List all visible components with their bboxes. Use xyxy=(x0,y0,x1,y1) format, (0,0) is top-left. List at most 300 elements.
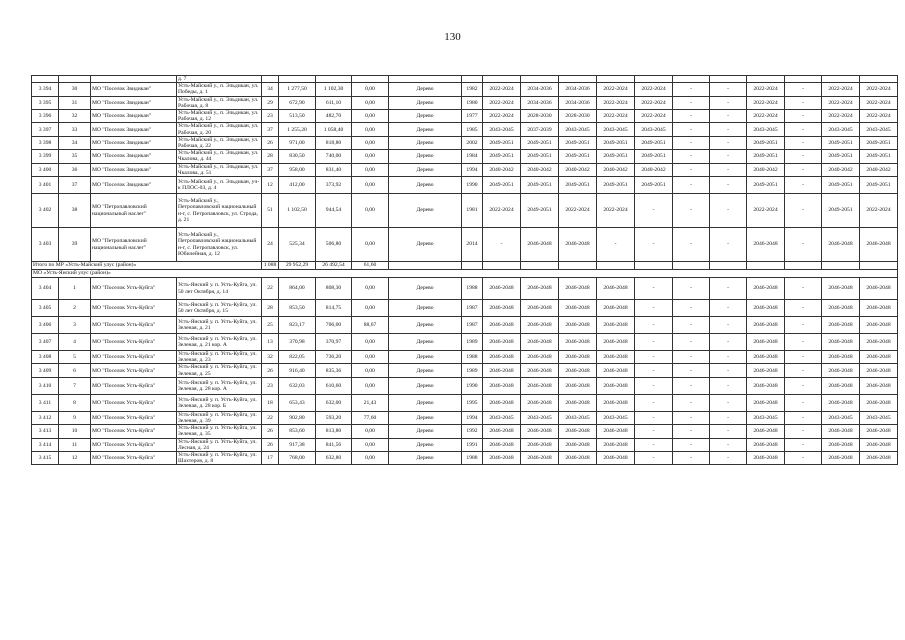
cell-n: 6 xyxy=(59,364,91,377)
cell-mat: Дерево xyxy=(389,438,462,451)
cell-d2: - xyxy=(710,136,747,149)
cell-p6: 2046-2048 xyxy=(747,377,785,394)
empty-cell xyxy=(559,262,597,270)
cell-p4: 2046-2048 xyxy=(597,425,635,438)
cell-s3: 0,00 xyxy=(352,364,389,377)
cell-p8: 2046-2048 xyxy=(860,228,898,262)
empty-cell xyxy=(747,262,785,270)
cell-d1: - xyxy=(673,394,710,411)
table-row xyxy=(32,96,898,109)
cell-p7: 2046-2048 xyxy=(822,364,860,377)
cell-p2: 2046-2048 xyxy=(521,452,559,465)
cell-d2: - xyxy=(710,278,747,300)
cell-d2: - xyxy=(710,317,747,334)
cell-p4: 2046-2048 xyxy=(597,452,635,465)
cell-p4: 2046-2048 xyxy=(597,334,635,351)
cell-addr: Усть-Янский у. п. Усть-Куйга, ул. Лесная, д. 24 xyxy=(177,438,262,451)
table-row xyxy=(32,377,898,394)
cell-d3: - xyxy=(785,110,822,123)
cell-id: 3 398 xyxy=(32,136,59,149)
cell-p3: 2049-2051 xyxy=(559,136,597,149)
cell-s3: 0,00 xyxy=(352,351,389,364)
cell-p7: 2046-2048 xyxy=(822,377,860,394)
cell-yr: 1988 xyxy=(462,278,483,300)
cell-d1: - xyxy=(673,300,710,317)
cell-p4: 2022-2024 xyxy=(597,83,635,96)
cell-d3: - xyxy=(785,334,822,351)
cell-addr: Усть-Янский у. п. Усть-Куйга, ул. Зеленая, д. 39 xyxy=(177,411,262,424)
empty-cell xyxy=(673,262,710,270)
table-row xyxy=(32,136,898,149)
cell-d1: - xyxy=(673,96,710,109)
table-row xyxy=(32,425,898,438)
cell-p3: 2046-2048 xyxy=(559,438,597,451)
cell-p2: 2046-2048 xyxy=(521,364,559,377)
cell-yr: 1985 xyxy=(462,123,483,136)
cell-p2: 2046-2048 xyxy=(521,351,559,364)
cell-p8: 2046-2048 xyxy=(860,334,898,351)
page-number: 130 xyxy=(444,31,461,43)
cell-s2: 1 102,30 xyxy=(316,83,352,96)
cell-mo: МО "Поселок Звидикан" xyxy=(91,96,177,109)
cell-p4: 2040-2042 xyxy=(597,163,635,176)
empty-cell xyxy=(462,262,483,270)
cell-p2: 2046-2048 xyxy=(521,438,559,451)
cell-mat: Дерево xyxy=(389,163,462,176)
cell-p3: 2046-2048 xyxy=(559,377,597,394)
cell-addr: Усть-Янский у. п. Усть-Куйга, ул. 50 лет Октября, д. 15 xyxy=(177,300,262,317)
cell-d3: - xyxy=(785,364,822,377)
cell-p3: 2046-2048 xyxy=(559,317,597,334)
cell-d1: - xyxy=(673,377,710,394)
cell-n: 1 xyxy=(59,278,91,300)
cell-s2: 632,00 xyxy=(316,394,352,411)
cell-d3: - xyxy=(785,411,822,424)
cell-mo: МО "Поселок Усть-Куйга" xyxy=(91,278,177,300)
cell-p7: 2049-2051 xyxy=(822,177,860,194)
cell-p8: 2049-2051 xyxy=(860,177,898,194)
cell-mo: МО "Поселок Усть-Куйга" xyxy=(91,351,177,364)
cell-n: 35 xyxy=(59,150,91,163)
cell-d2: - xyxy=(710,334,747,351)
cell-yr: 1987 xyxy=(462,317,483,334)
cell-p4: 2046-2048 xyxy=(597,438,635,451)
cell-p8: 2046-2048 xyxy=(860,300,898,317)
cell-q: 13 xyxy=(262,334,279,351)
cell-s1: 823,17 xyxy=(279,317,316,334)
cell-yr: 1995 xyxy=(462,394,483,411)
cell-p1: 2022-2024 xyxy=(483,96,521,109)
cell-p6: 2049-2051 xyxy=(747,136,785,149)
cell-s2: 593,20 xyxy=(316,411,352,424)
cell-addr: Усть-Янский у. п. Усть-Куйга, ул. Зеленая, д. 35 xyxy=(177,425,262,438)
cell-id: 3 399 xyxy=(32,150,59,163)
table-row xyxy=(32,110,898,123)
cell-q: 23 xyxy=(262,377,279,394)
cell-p5: - xyxy=(635,411,673,424)
cell-mat: Дерево xyxy=(389,96,462,109)
cell-p2: 2046-2048 xyxy=(521,394,559,411)
cell-mo: МО "Поселок Звидикан" xyxy=(91,177,177,194)
cell-p8: 2046-2048 xyxy=(860,377,898,394)
cell-s2: 808,30 xyxy=(316,278,352,300)
cell-p2: 2049-2051 xyxy=(521,150,559,163)
cell-mo: МО "Поселок Усть-Куйга" xyxy=(91,394,177,411)
cell-d3: - xyxy=(785,228,822,262)
cell-p3: 2043-2045 xyxy=(559,411,597,424)
cell-mat: Дерево xyxy=(389,317,462,334)
cell-mo: МО "Поселок Усть-Куйга" xyxy=(91,317,177,334)
cell-n: 4 xyxy=(59,334,91,351)
cell-p2: 2034-2036 xyxy=(521,96,559,109)
cell-p1: 2049-2051 xyxy=(483,150,521,163)
cell-s2: 740,00 xyxy=(316,150,352,163)
cell-p4: 2046-2048 xyxy=(597,364,635,377)
cell-p8: 2046-2048 xyxy=(860,452,898,465)
total-s3: 61,60 xyxy=(352,262,389,270)
cell-n: 2 xyxy=(59,300,91,317)
cell-s1: 853,60 xyxy=(279,425,316,438)
cell-s2: 944,54 xyxy=(316,194,352,228)
cell-q: 32 xyxy=(262,351,279,364)
table-row xyxy=(32,228,898,262)
cell-d2: - xyxy=(710,123,747,136)
cell-p8: 2046-2048 xyxy=(860,278,898,300)
cell-n: 33 xyxy=(59,123,91,136)
cell-p1: 2046-2048 xyxy=(483,452,521,465)
cell-addr: Усть-Майский у., Петропавловский национальный н-г, с. Петропавловск, ул. Юбилейная, д. 12 xyxy=(177,228,262,262)
cell-d1: - xyxy=(673,194,710,228)
cell-p6: 2046-2048 xyxy=(747,300,785,317)
address-fragment: д. 7 xyxy=(177,76,262,83)
cell-id: 3 407 xyxy=(32,334,59,351)
cell-s1: 525,34 xyxy=(279,228,316,262)
cell-yr: 1982 xyxy=(462,83,483,96)
cell-s1: 958,00 xyxy=(279,163,316,176)
cell-id: 3 401 xyxy=(32,177,59,194)
cell-p4: 2049-2051 xyxy=(597,177,635,194)
cell-q: 29 xyxy=(262,96,279,109)
cell-d3: - xyxy=(785,123,822,136)
cell-p4: 2046-2048 xyxy=(597,317,635,334)
cell-s2: 835,36 xyxy=(316,364,352,377)
cell-p4: 2043-2045 xyxy=(597,123,635,136)
cell-n: 31 xyxy=(59,96,91,109)
cell-s1: 370,98 xyxy=(279,334,316,351)
cell-addr: Усть-Янский у. п. Усть-Куйга, ул. 50 лет Октября, д. 14 xyxy=(177,278,262,300)
cell-p5: 2022-2024 xyxy=(635,110,673,123)
cell-mat: Дерево xyxy=(389,278,462,300)
cell-mo: МО "Поселок Звидикан" xyxy=(91,136,177,149)
cell-p1: 2043-2045 xyxy=(483,411,521,424)
cell-s2: 706,00 xyxy=(316,317,352,334)
cell-p3: 2043-2045 xyxy=(559,123,597,136)
cell-p4: 2022-2024 xyxy=(597,110,635,123)
cell-mat: Дерево xyxy=(389,364,462,377)
cell-s1: 653,43 xyxy=(279,394,316,411)
cell-p4: 2046-2048 xyxy=(597,377,635,394)
cell-id: 3 406 xyxy=(32,317,59,334)
cell-d3: - xyxy=(785,377,822,394)
cell-yr: 2002 xyxy=(462,136,483,149)
cell-s1: 917,38 xyxy=(279,438,316,451)
cell-p6: 2046-2048 xyxy=(747,317,785,334)
cell-p5: 2049-2051 xyxy=(635,177,673,194)
cell-p6: 2046-2048 xyxy=(747,351,785,364)
cell-d3: - xyxy=(785,452,822,465)
cell-s2: 373,92 xyxy=(316,177,352,194)
cell-p8: 2049-2051 xyxy=(860,136,898,149)
cell-p8: 2046-2048 xyxy=(860,425,898,438)
cell-p2: 2046-2048 xyxy=(521,228,559,262)
cell-s3: 0,00 xyxy=(352,194,389,228)
cell-s3: 0,00 xyxy=(352,278,389,300)
cell-p8: 2049-2051 xyxy=(860,150,898,163)
cell-id: 3 411 xyxy=(32,394,59,411)
cell-p6: 2046-2048 xyxy=(747,425,785,438)
cell-d2: - xyxy=(710,411,747,424)
cell-d1: - xyxy=(673,364,710,377)
cell-d1: - xyxy=(673,438,710,451)
cell-mat: Дерево xyxy=(389,334,462,351)
total-q: 1 088 xyxy=(262,262,279,270)
table-row-fragment xyxy=(32,76,898,83)
cell-p5: - xyxy=(635,317,673,334)
cell-mat: Дерево xyxy=(389,177,462,194)
cell-p7: 2049-2051 xyxy=(822,194,860,228)
cell-p3: 2034-2036 xyxy=(559,83,597,96)
cell-s1: 916,40 xyxy=(279,364,316,377)
cell-s1: 853,50 xyxy=(279,300,316,317)
cell-s1: 768,00 xyxy=(279,452,316,465)
cell-d2: - xyxy=(710,425,747,438)
cell-id: 3 415 xyxy=(32,452,59,465)
cell-d1: - xyxy=(673,177,710,194)
cell-p1: 2022-2024 xyxy=(483,110,521,123)
cell-p3: 2046-2048 xyxy=(559,351,597,364)
cell-d1: - xyxy=(673,317,710,334)
cell-p6: 2022-2024 xyxy=(747,110,785,123)
empty-cell xyxy=(635,262,673,270)
cell-s3: 0,00 xyxy=(352,123,389,136)
cell-d2: - xyxy=(710,96,747,109)
cell-s3: 0,00 xyxy=(352,377,389,394)
empty-cell xyxy=(597,262,635,270)
cell-s3: 0,00 xyxy=(352,83,389,96)
cell-p6: 2046-2048 xyxy=(747,452,785,465)
cell-q: 25 xyxy=(262,317,279,334)
cell-yr: 1992 xyxy=(462,425,483,438)
cell-yr: 1980 xyxy=(462,96,483,109)
table-row xyxy=(32,123,898,136)
housing-table xyxy=(31,75,898,465)
cell-s2: 506,80 xyxy=(316,228,352,262)
cell-s1: 971,00 xyxy=(279,136,316,149)
cell-mat: Дерево xyxy=(389,300,462,317)
cell-p5: - xyxy=(635,438,673,451)
cell-mat: Дерево xyxy=(389,452,462,465)
table-row xyxy=(32,163,898,176)
cell-yr: 1989 xyxy=(462,334,483,351)
cell-d2: - xyxy=(710,394,747,411)
cell-mat: Дерево xyxy=(389,83,462,96)
cell-p3: 2049-2051 xyxy=(559,150,597,163)
cell-n: 11 xyxy=(59,438,91,451)
cell-p4: 2049-2051 xyxy=(597,136,635,149)
cell-d2: - xyxy=(710,300,747,317)
cell-addr: Усть-Майский у., п. Эльдикан, ул. Победы, д. 1 xyxy=(177,83,262,96)
cell-s3: 88,67 xyxy=(352,317,389,334)
cell-mo: МО "Петропавловский национальный наслег" xyxy=(91,228,177,262)
cell-p8: 2043-2045 xyxy=(860,123,898,136)
cell-p7: 2046-2048 xyxy=(822,300,860,317)
cell-p3: 2046-2048 xyxy=(559,278,597,300)
cell-p5: - xyxy=(635,452,673,465)
cell-mo: МО "Поселок Звидикан" xyxy=(91,150,177,163)
cell-q: 51 xyxy=(262,194,279,228)
cell-s3: 0,00 xyxy=(352,300,389,317)
cell-n: 7 xyxy=(59,377,91,394)
cell-p7: 2040-2042 xyxy=(822,163,860,176)
cell-d3: - xyxy=(785,317,822,334)
cell-d1: - xyxy=(673,123,710,136)
cell-id: 3 404 xyxy=(32,278,59,300)
cell-p6: 2022-2024 xyxy=(747,96,785,109)
cell-s3: 0,00 xyxy=(352,163,389,176)
cell-n: 10 xyxy=(59,425,91,438)
cell-d1: - xyxy=(673,110,710,123)
cell-p4: 2046-2048 xyxy=(597,351,635,364)
cell-d1: - xyxy=(673,136,710,149)
section-row xyxy=(32,270,898,278)
cell-mo: МО "Поселок Звидикан" xyxy=(91,110,177,123)
cell-p2: 2046-2048 xyxy=(521,425,559,438)
cell-d3: - xyxy=(785,194,822,228)
cell-s1: 1 102,50 xyxy=(279,194,316,228)
empty-cell xyxy=(521,262,559,270)
cell-p1: 2046-2048 xyxy=(483,377,521,394)
cell-n: 3 xyxy=(59,317,91,334)
cell-s1: 672,90 xyxy=(279,96,316,109)
cell-addr: Усть-Майский у., п. Эльдикан, ул. Чкалова, д. 51 xyxy=(177,163,262,176)
cell-s2: 482,70 xyxy=(316,110,352,123)
cell-s2: 632,80 xyxy=(316,452,352,465)
cell-d2: - xyxy=(710,364,747,377)
cell-mo: МО "Поселок Усть-Куйга" xyxy=(91,377,177,394)
cell-s1: 1 277,50 xyxy=(279,83,316,96)
cell-p1: 2046-2048 xyxy=(483,334,521,351)
cell-p6: 2046-2048 xyxy=(747,278,785,300)
cell-p7: 2046-2048 xyxy=(822,438,860,451)
cell-yr: 1988 xyxy=(462,351,483,364)
cell-d1: - xyxy=(673,351,710,364)
cell-q: 22 xyxy=(262,278,279,300)
empty-cell xyxy=(710,262,747,270)
cell-p3: 2046-2048 xyxy=(559,425,597,438)
cell-mat: Дерево xyxy=(389,110,462,123)
cell-s3: 0,00 xyxy=(352,110,389,123)
cell-p7: 2046-2048 xyxy=(822,334,860,351)
cell-yr: 1984 xyxy=(462,150,483,163)
cell-q: 37 xyxy=(262,123,279,136)
cell-addr: Усть-Янский у. п. Усть-Куйга, ул. Зеленая, д. 28 кор. А xyxy=(177,377,262,394)
cell-p5: - xyxy=(635,300,673,317)
table-row xyxy=(32,150,898,163)
cell-p7: 2046-2048 xyxy=(822,278,860,300)
total-label: Итого по МР «Усть-Майский улус (район)» xyxy=(32,262,262,270)
table-row xyxy=(32,278,898,300)
cell-s2: 841,56 xyxy=(316,438,352,451)
cell-mo: МО "Поселок Усть-Куйга" xyxy=(91,438,177,451)
cell-d2: - xyxy=(710,194,747,228)
cell-s1: 902,80 xyxy=(279,411,316,424)
cell-d2: - xyxy=(710,438,747,451)
cell-p4: 2049-2051 xyxy=(597,150,635,163)
cell-addr: Усть-Янский у. п. Усть-Куйга, ул. Зеленая, д. 21 xyxy=(177,317,262,334)
cell-q: 18 xyxy=(262,394,279,411)
cell-yr: 1990 xyxy=(462,377,483,394)
cell-p8: 2022-2024 xyxy=(860,110,898,123)
cell-mo: МО "Поселок Усть-Куйга" xyxy=(91,425,177,438)
cell-p4: 2046-2048 xyxy=(597,278,635,300)
cell-p8: 2043-2045 xyxy=(860,411,898,424)
cell-p1: 2046-2048 xyxy=(483,364,521,377)
cell-id: 3 405 xyxy=(32,300,59,317)
cell-p5: - xyxy=(635,377,673,394)
cell-mo: МО "Петропавловский национальный наслег" xyxy=(91,194,177,228)
cell-s1: 632,03 xyxy=(279,377,316,394)
cell-p1: 2046-2048 xyxy=(483,425,521,438)
cell-s3: 0,00 xyxy=(352,96,389,109)
cell-addr: Усть-Майский у., п. Эльдикан, ул. Рабочая, д. 20 xyxy=(177,123,262,136)
cell-p6: 2043-2045 xyxy=(747,123,785,136)
cell-n: 5 xyxy=(59,351,91,364)
cell-s3: 21,43 xyxy=(352,394,389,411)
cell-p8: 2040-2042 xyxy=(860,163,898,176)
cell-p3: 2046-2048 xyxy=(559,334,597,351)
cell-p2: 2049-2051 xyxy=(521,194,559,228)
cell-p5: - xyxy=(635,425,673,438)
cell-p7: 2022-2024 xyxy=(822,83,860,96)
cell-q: 26 xyxy=(262,438,279,451)
cell-d3: - xyxy=(785,425,822,438)
cell-d3: - xyxy=(785,163,822,176)
cell-p1: 2049-2051 xyxy=(483,177,521,194)
cell-n: 38 xyxy=(59,194,91,228)
cell-addr: Усть-Майский у., п. Эльдикан, ул. Чкалова, д. 44 xyxy=(177,150,262,163)
table-row xyxy=(32,394,898,411)
cell-p5: - xyxy=(635,194,673,228)
cell-p8: 2046-2048 xyxy=(860,351,898,364)
cell-s2: 370,97 xyxy=(316,334,352,351)
cell-s3: 0,00 xyxy=(352,438,389,451)
cell-q: 34 xyxy=(262,83,279,96)
cell-id: 3 397 xyxy=(32,123,59,136)
cell-p1: 2049-2051 xyxy=(483,136,521,149)
cell-yr: 1988 xyxy=(462,452,483,465)
cell-p4: 2046-2048 xyxy=(597,394,635,411)
cell-id: 3 409 xyxy=(32,364,59,377)
cell-mo: МО "Поселок Усть-Куйга" xyxy=(91,364,177,377)
cell-p5: - xyxy=(635,228,673,262)
cell-mo: МО "Поселок Усть-Куйга" xyxy=(91,300,177,317)
cell-d3: - xyxy=(785,96,822,109)
cell-mat: Дерево xyxy=(389,351,462,364)
cell-p3: 2034-2036 xyxy=(559,96,597,109)
cell-p7: 2049-2051 xyxy=(822,150,860,163)
cell-p1: 2040-2042 xyxy=(483,163,521,176)
cell-addr: Усть-Янский у. п. Усть-Куйга, ул. Шахтеров, д. 8 xyxy=(177,452,262,465)
